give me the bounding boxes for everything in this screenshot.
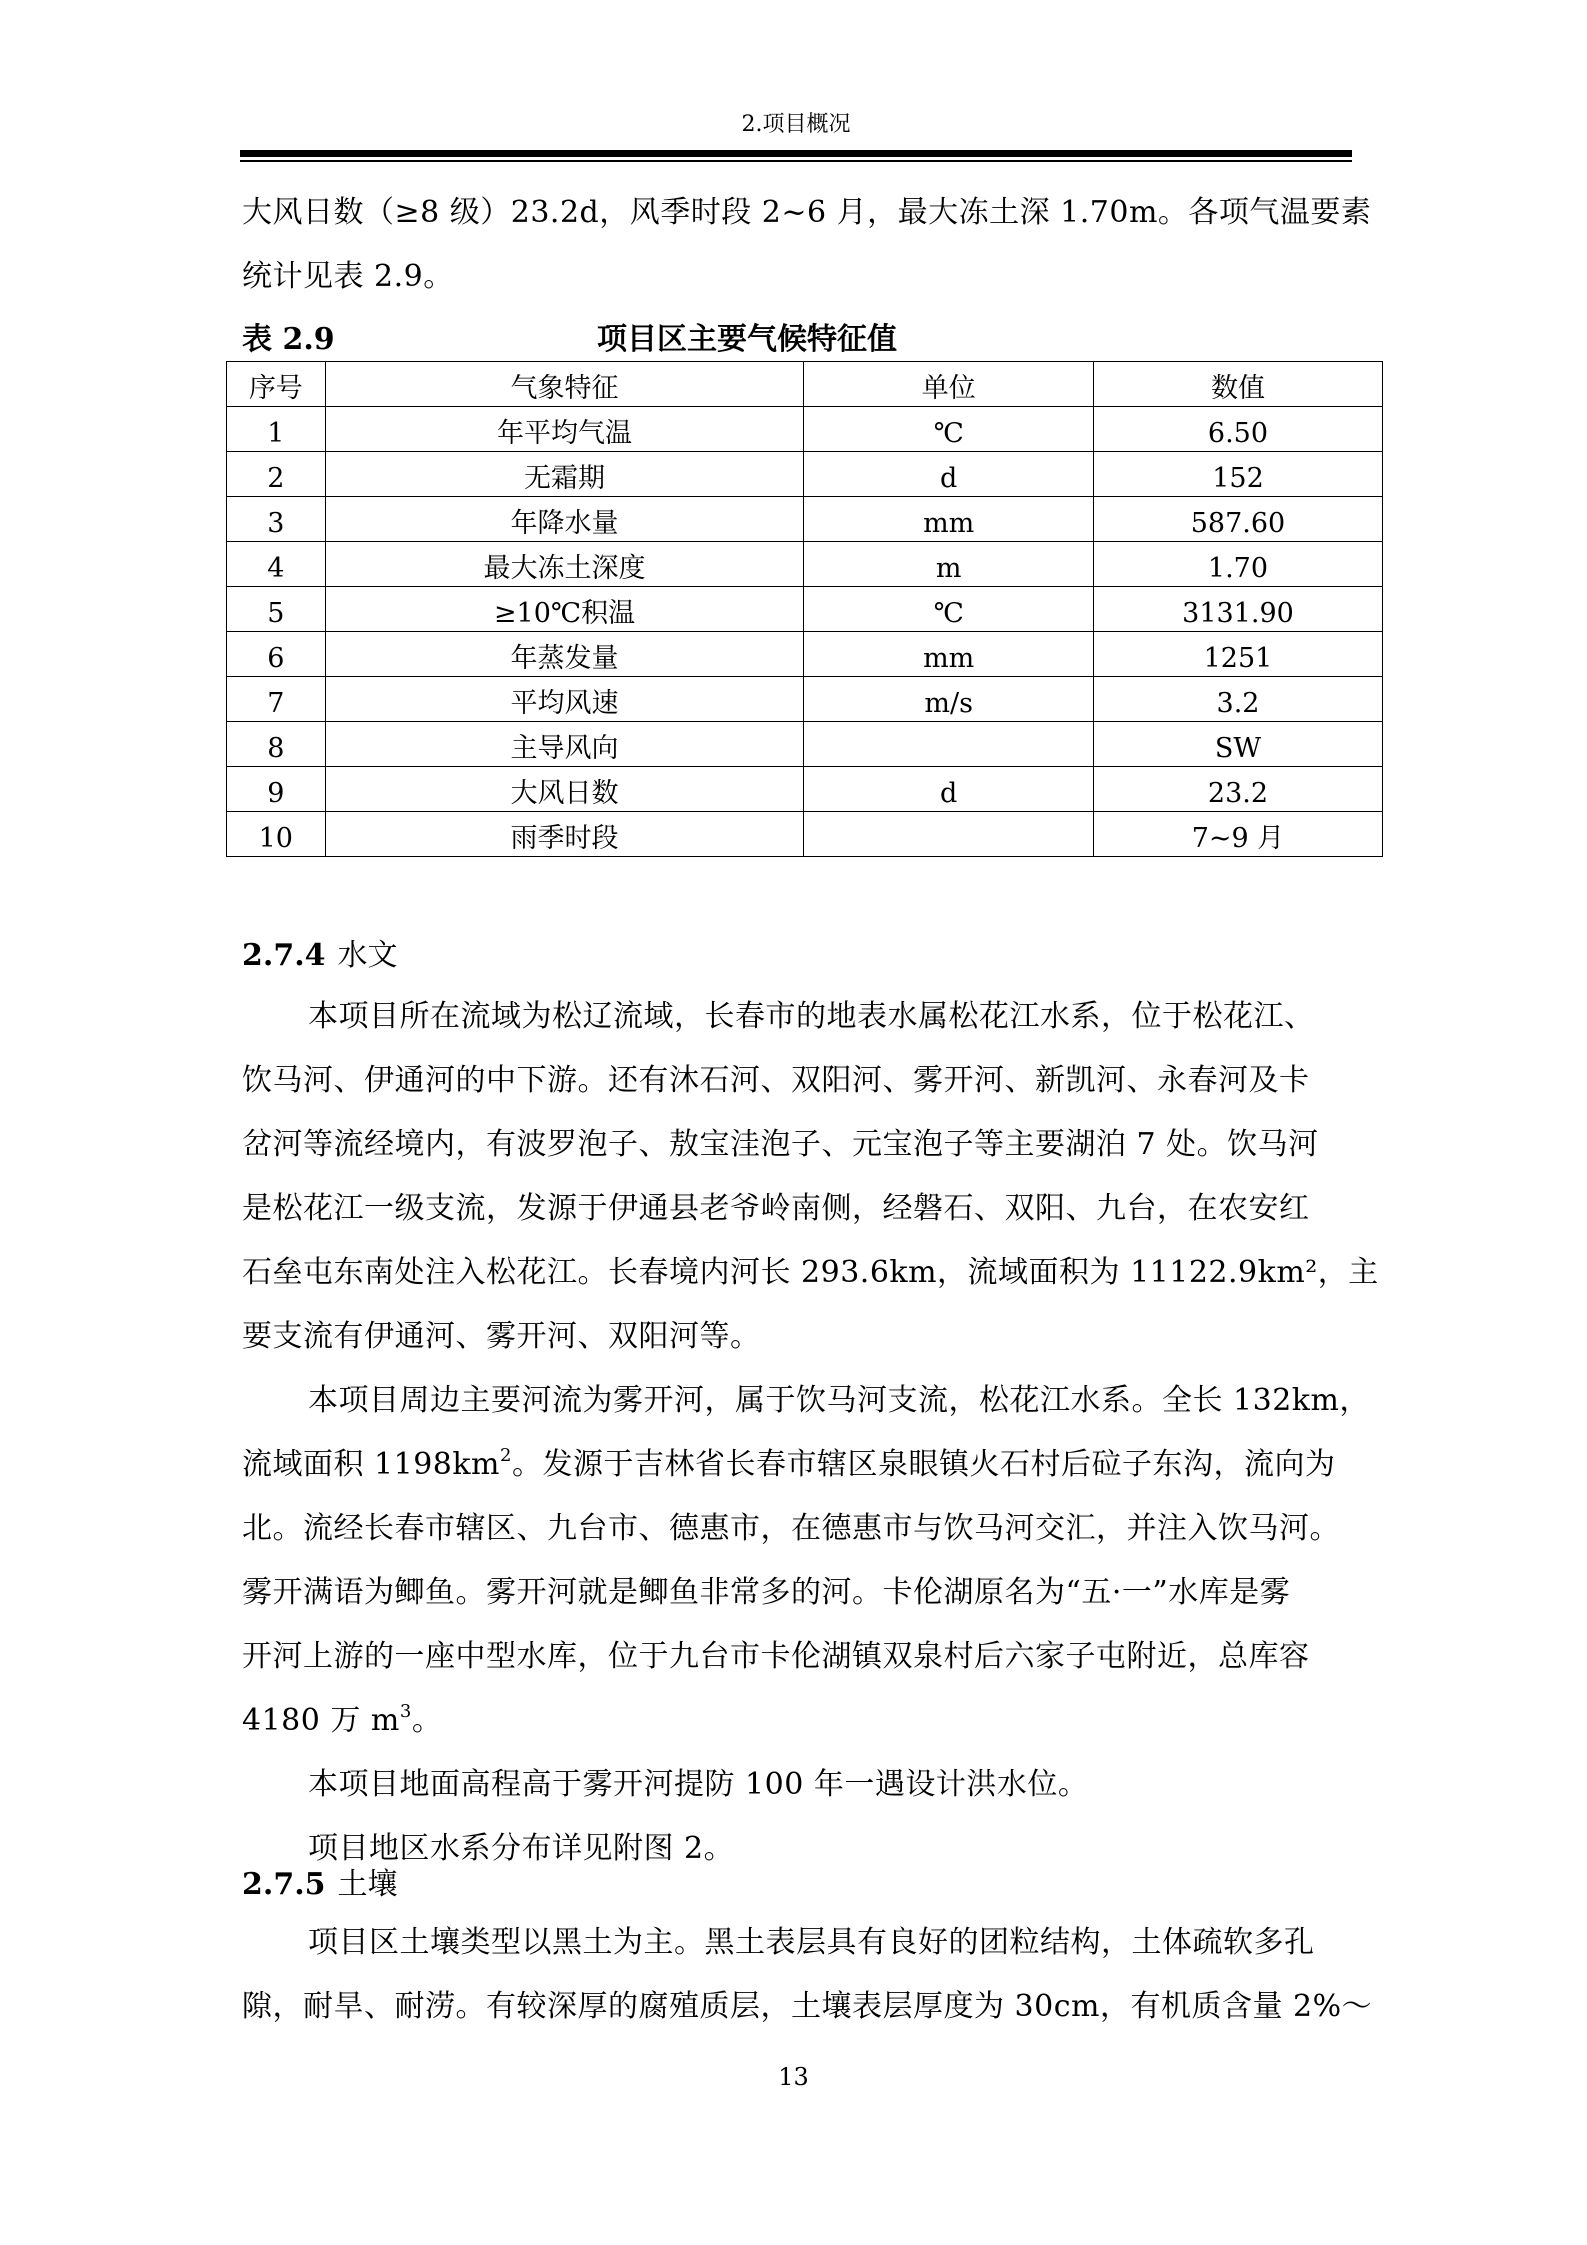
hydrology-p2-line-2: 流域面积 $1198km^2$。发源于吉林省长春市辖区泉眼镇火石村后砬子东沟，流向为 bbox=[242, 1445, 1336, 1482]
hydrology-p2-line-6: 4180 万 $m^3$。 bbox=[242, 1701, 443, 1738]
cell-feature: 平均风速 bbox=[325, 677, 804, 722]
cell-index: 6 bbox=[227, 632, 326, 677]
cell-index: 2 bbox=[227, 452, 326, 497]
cell-value: SW bbox=[1093, 722, 1382, 767]
hydrology-p1-line-1: 本项目所在流域为松辽流域，长春市的地表水属松花江水系，位于松花江、 bbox=[308, 999, 1315, 1034]
page-header: 2.项目概况 bbox=[741, 112, 851, 137]
cell-value: 1.70 bbox=[1093, 542, 1382, 587]
section-label: 土壤 bbox=[337, 1867, 398, 1902]
cell-feature: 最大冻土深度 bbox=[325, 542, 804, 587]
table-row bbox=[227, 767, 1383, 812]
cell-feature: 大风日数 bbox=[325, 767, 804, 812]
cell-value: 3131.90 bbox=[1093, 587, 1382, 632]
header-cell-unit: 单位 bbox=[804, 362, 1094, 407]
header-cell-feature: 气象特征 bbox=[325, 362, 804, 407]
cell-index: 1 bbox=[227, 407, 326, 452]
cell-index: 7 bbox=[227, 677, 326, 722]
table-caption bbox=[242, 318, 1352, 362]
climate-table bbox=[226, 361, 1383, 857]
cell-unit bbox=[804, 722, 1094, 767]
hydrology-p4: 项目地区水系分布详见附图 2。 bbox=[308, 1831, 735, 1866]
soil-line-1: 项目区土壤类型以黑土为主。黑土表层具有良好的团粒结构，土体疏软多孔 bbox=[308, 1925, 1315, 1960]
table-row bbox=[227, 452, 1383, 497]
table-number: 表 2.9 bbox=[242, 322, 335, 357]
header-rule-thick bbox=[240, 150, 1352, 157]
hydrology-p2-line-5: 开河上游的一座中型水库，位于九台市卡伦湖镇双泉村后六家子屯附近，总库容 bbox=[242, 1639, 1310, 1674]
hydrology-p1-line-2: 饮马河、伊通河的中下游。还有沐石河、双阳河、雾开河、新凯河、永春河及卡 bbox=[242, 1063, 1310, 1098]
table-header-row bbox=[227, 362, 1383, 407]
cell-index: 9 bbox=[227, 767, 326, 812]
cell-index: 10 bbox=[227, 812, 326, 857]
cell-unit: d bbox=[804, 452, 1094, 497]
header-rule-thin bbox=[240, 160, 1352, 162]
table-row bbox=[227, 677, 1383, 722]
table-row bbox=[227, 722, 1383, 767]
cell-index: 8 bbox=[227, 722, 326, 767]
table-row bbox=[227, 632, 1383, 677]
cell-feature: 年平均气温 bbox=[325, 407, 804, 452]
page-number: 13 bbox=[778, 2063, 809, 2091]
section-heading-hydrology bbox=[242, 934, 398, 978]
cell-feature: 雨季时段 bbox=[325, 812, 804, 857]
table-title: 项目区主要气候特征值 bbox=[597, 322, 897, 357]
hydrology-p1-line-4: 是松花江一级支流，发源于伊通县老爷岭南侧，经磐石、双阳、九台，在农安红 bbox=[242, 1191, 1310, 1226]
intro-line-1: 大风日数（≥8 级）23.2d，风季时段 2~6 月，最大冻土深 1.70m。各项气温要素 bbox=[242, 195, 1372, 230]
cell-feature: 主导风向 bbox=[325, 722, 804, 767]
soil-line-2: 隙，耐旱、耐涝。有较深厚的腐殖质层，土壤表层厚度为 30cm，有机质含量 2%～ bbox=[242, 1989, 1373, 2024]
cell-value: 152 bbox=[1093, 452, 1382, 497]
cell-index: 5 bbox=[227, 587, 326, 632]
table-row bbox=[227, 587, 1383, 632]
hydrology-p2-line-4: 雾开满语为鲫鱼。雾开河就是鲫鱼非常多的河。卡伦湖原名为“五·一”水库是雾 bbox=[242, 1575, 1291, 1610]
header-cell-value: 数值 bbox=[1093, 362, 1382, 407]
cell-value: 23.2 bbox=[1093, 767, 1382, 812]
hydrology-p1-line-6: 要支流有伊通河、雾开河、双阳河等。 bbox=[242, 1319, 761, 1354]
cell-index: 3 bbox=[227, 497, 326, 542]
intro-line-2: 统计见表 2.9。 bbox=[242, 259, 454, 294]
cell-unit: ℃ bbox=[804, 407, 1094, 452]
cell-value: 1251 bbox=[1093, 632, 1382, 677]
cell-unit: m bbox=[804, 542, 1094, 587]
cell-unit: m/s bbox=[804, 677, 1094, 722]
cell-feature: 年蒸发量 bbox=[325, 632, 804, 677]
section-number: 2.7.5 bbox=[242, 1867, 326, 1902]
table-row bbox=[227, 542, 1383, 587]
section-heading-soil bbox=[242, 1863, 398, 1907]
cell-feature: ≥10℃积温 bbox=[325, 587, 804, 632]
cell-value: 587.60 bbox=[1093, 497, 1382, 542]
table-row bbox=[227, 812, 1383, 857]
cell-feature: 年降水量 bbox=[325, 497, 804, 542]
cell-value: 7~9 月 bbox=[1093, 812, 1382, 857]
table-row bbox=[227, 497, 1383, 542]
cell-unit: ℃ bbox=[804, 587, 1094, 632]
cell-value: 3.2 bbox=[1093, 677, 1382, 722]
hydrology-p1-line-5: 石垒屯东南处注入松花江。长春境内河长 293.6km，流域面积为 11122.9km²，主 bbox=[242, 1255, 1379, 1290]
hydrology-p1-line-3: 岔河等流经境内，有波罗泡子、敖宝洼泡子、元宝泡子等主要湖泊 7 处。饮马河 bbox=[242, 1127, 1319, 1162]
hydrology-p3: 本项目地面高程高于雾开河提防 100 年一遇设计洪水位。 bbox=[308, 1767, 1089, 1802]
cell-index: 4 bbox=[227, 542, 326, 587]
hydrology-p2-line-3: 北。流经长春市辖区、九台市、德惠市，在德惠市与饮马河交汇，并注入饮马河。 bbox=[242, 1511, 1340, 1546]
cell-unit bbox=[804, 812, 1094, 857]
section-label: 水文 bbox=[337, 938, 398, 973]
cell-feature: 无霜期 bbox=[325, 452, 804, 497]
cell-unit: mm bbox=[804, 632, 1094, 677]
section-number: 2.7.4 bbox=[242, 938, 326, 973]
hydrology-p2-line-1: 本项目周边主要河流为雾开河，属于饮马河支流，松花江水系。全长 132km， bbox=[308, 1383, 1370, 1418]
header-cell-index: 序号 bbox=[227, 362, 326, 407]
cell-unit: d bbox=[804, 767, 1094, 812]
cell-value: 6.50 bbox=[1093, 407, 1382, 452]
cell-unit: mm bbox=[804, 497, 1094, 542]
table-row bbox=[227, 407, 1383, 452]
